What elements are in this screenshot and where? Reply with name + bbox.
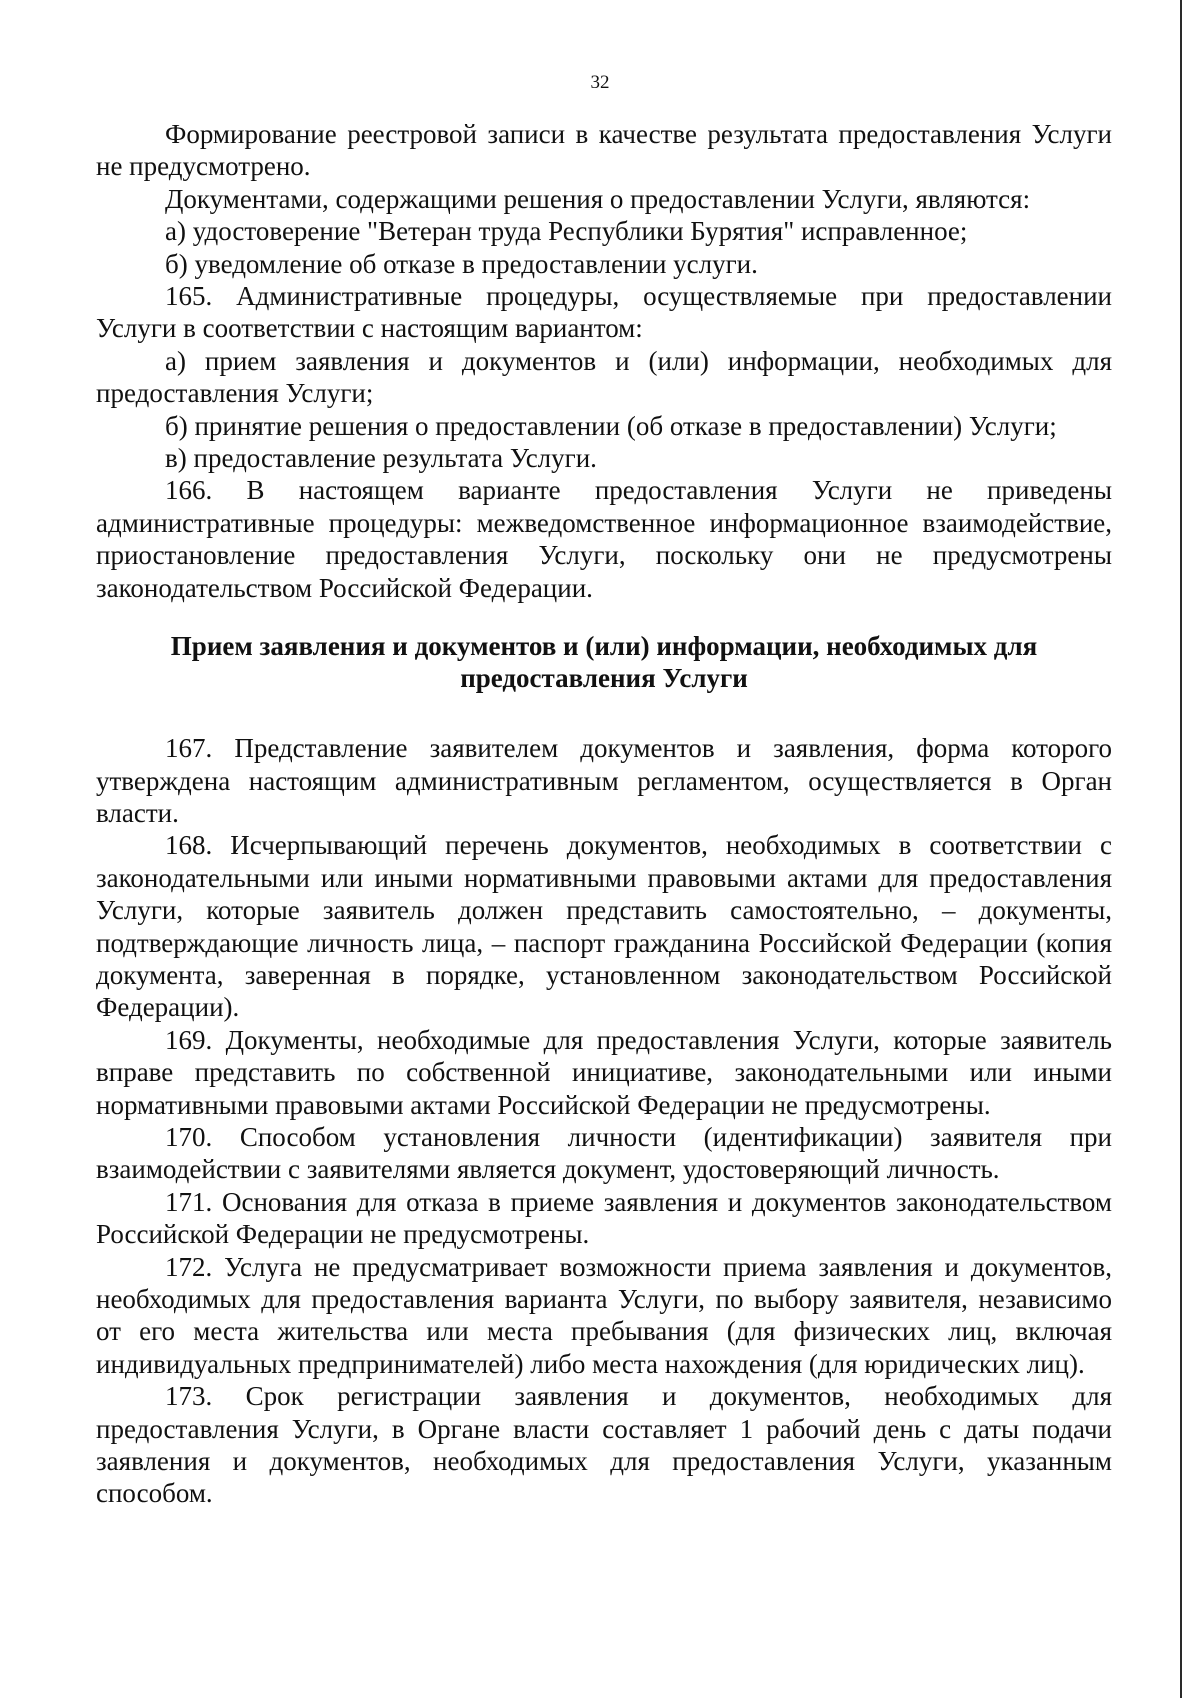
paragraph-169: 169. Документы, необходимые для предоставления Услуги, которые заявитель вправе представить по собственной инициативе, законодательными или иными нормативными правовыми актами Российской Федерации не предусмотрены. [96,1024,1112,1120]
list-item-165-c: в) предоставление результата Услуги. [165,443,597,474]
paragraph-171: 171. Основания для отказа в приеме заявления и документов законодательством Российской Федерации не предусмотрены. [96,1186,1112,1250]
page-number: 32 [590,72,610,93]
list-item-165-a: а) прием заявления и документов и (или) информации, необходимых для предоставления Услуги; [96,345,1112,409]
paragraph-167: 167. Представление заявителем документов и заявления, форма которого утверждена настоящим административным регламентом, осуществляется в Орган власти. [96,733,1112,828]
section-heading-line-1: Прием заявления и документов и (или) информации, необходимых для [170,631,1038,662]
paragraph-173: 173. Срок регистрации заявления и документов, необходимых для предоставления Услуги, в Органе власти составляет 1 рабочий день с даты подачи заявления и документов, необходимых для предоставления Услуги, указанным способом. [96,1381,1112,1509]
paragraph-165: 165. Административные процедуры, осуществляемые при предоставлении Услуги в соответствии с настоящим вариантом: [96,281,1112,344]
list-item-a-certificate: а) удостоверение "Ветеран труда Республики Бурятия" исправленное; [165,216,968,247]
document-body [96,118,1112,1510]
paragraph-decision-documents: Документами, содержащими решения о предоставлении Услуги, являются: [165,183,1031,214]
paragraph-166: 166. В настоящем варианте предоставления Услуги не приведены административные процедуры: межведомственное информационное взаимодействие, приостановление предоставления Услуги, поскольку они не предусмотрены законодательством Российской Федерации. [96,475,1112,603]
paragraph-170: 170. Способом установления личности (идентификации) заявителя при взаимодействии с заявителями является документ, удостоверяющий личность. [96,1121,1112,1185]
section-heading [96,630,1112,694]
section-heading-line-2: предоставления Услуги [460,663,748,694]
list-item-b-refusal-notice: б) уведомление об отказе в предоставлении услуги. [165,248,758,279]
page-edge-line [1180,0,1182,1698]
paragraph-168: 168. Исчерпывающий перечень документов, необходимых в соответствии с законодательными или иными нормативными правовыми актами для предоставления Услуги, которые заявитель должен представить самостоятельно, – документы, подтверждающие личность лица, – паспорт гражданина Российской Федерации (копия документа, заверенная в порядке, установленном законодательством Российской Федерации). [96,830,1112,1023]
paragraph-172: 172. Услуга не предусматривает возможности приема заявления и документов, необходимых для предоставления варианта Услуги, по выбору заявителя, независимо от его места жительства или места пребывания (для физических лиц, включая индивидуальных предпринимателей) либо места нахождения (для юридических лиц). [96,1251,1112,1379]
list-item-165-b: б) принятие решения о предоставлении (об отказе в предоставлении) Услуги; [165,410,1057,441]
paragraph-registry-record: Формирование реестровой записи в качестве результата предоставления Услуги не предусмотрено. [96,119,1112,182]
